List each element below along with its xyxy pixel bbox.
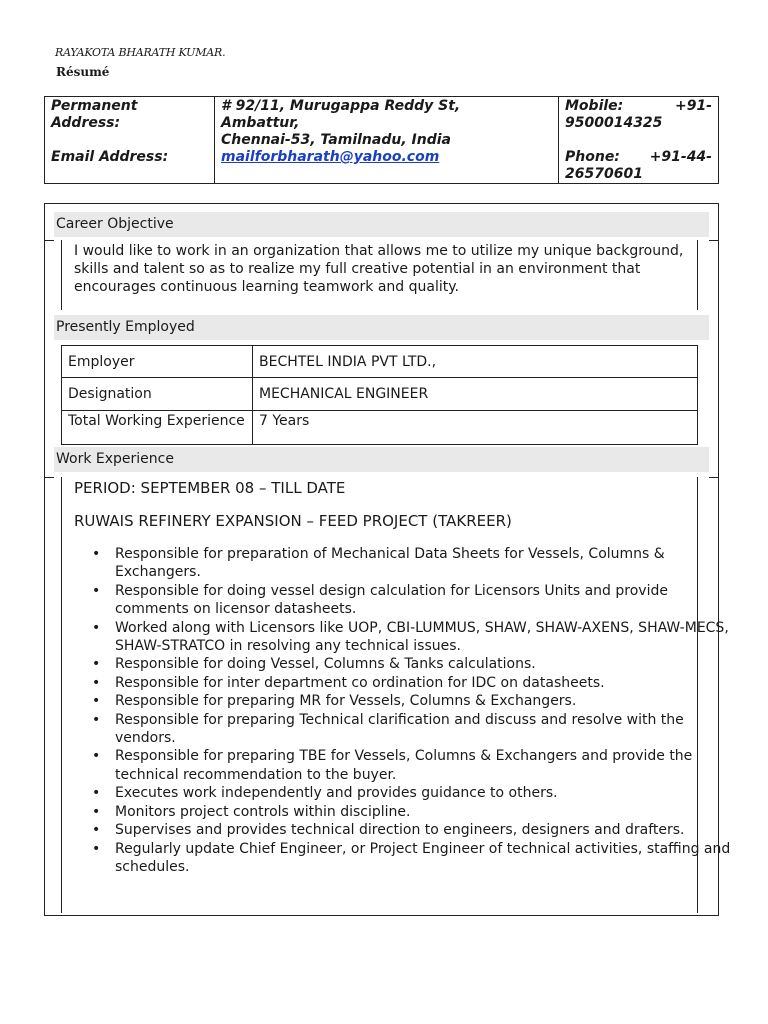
list-item: • Regularly update Chief Engineer, or Project Engineer of technical activities, staffing and schedules. <box>115 840 735 877</box>
address-line-1: # 92/11, Murugappa Reddy St, <box>221 98 461 114</box>
contact-table <box>44 96 719 184</box>
list-item: • Responsible for preparing MR for Vessels, Columns & Exchangers. <box>115 692 735 710</box>
inner-border-left <box>61 477 62 913</box>
list-item: • Supervises and provides technical direction to engineers, designers and drafters. <box>115 821 735 839</box>
list-item: • Responsible for doing Vessel, Columns & Tanks calculations. <box>115 655 735 673</box>
contact-phone-column <box>559 97 718 183</box>
frame-tick <box>45 477 54 478</box>
list-item: • Responsible for preparing Technical clarification and discuss and resolve with the vendors. <box>115 711 735 748</box>
experience-key: Total Working Experience <box>62 410 253 444</box>
designation-key: Designation <box>62 378 253 410</box>
frame-tick <box>709 477 718 478</box>
frame-tick <box>45 240 54 241</box>
email-address-label: Email Address: <box>51 149 169 165</box>
employment-table <box>61 345 698 445</box>
contact-labels-column <box>45 97 215 183</box>
list-item: • Responsible for preparing TBE for Vessels, Columns & Exchangers and provide the technical recommendation to the buyer. <box>115 747 735 784</box>
address-line-2: Ambattur, <box>221 115 300 131</box>
experience-value: 7 Years <box>253 410 698 444</box>
mobile-label: Mobile: <box>565 98 624 114</box>
mobile-number-part-1: +91- <box>674 98 712 114</box>
permanent-address-label-1: Permanent <box>51 98 138 114</box>
list-item: • Responsible for preparation of Mechanical Data Sheets for Vessels, Columns & Exchangers. <box>115 545 735 582</box>
period-line: PERIOD: SEPTEMBER 08 – TILL DATE <box>74 479 346 497</box>
table-row <box>62 346 698 378</box>
inner-border-left <box>61 240 62 310</box>
presently-employed-heading: Presently Employed <box>54 315 709 340</box>
designation-value: MECHANICAL ENGINEER <box>253 378 698 410</box>
list-item: • Responsible for inter department co ordination for IDC on datasheets. <box>115 674 735 692</box>
career-objective-heading: Career Objective <box>54 212 709 237</box>
table-row <box>62 410 698 444</box>
phone-number-part-1: +91-44- <box>649 149 712 165</box>
project-title: RUWAIS REFINERY EXPANSION – FEED PROJECT (TAKREER) <box>74 512 512 530</box>
career-objective-text: I would like to work in an organization that allows me to utilize my unique background, skills and talent so as to realize my full creative potential in an environment that encourages continuous learning teamwork and quality. <box>74 243 684 295</box>
employer-key: Employer <box>62 346 253 378</box>
list-item: • Monitors project controls within discipline. <box>115 803 735 821</box>
list-item: • Executes work independently and provides guidance to others. <box>115 784 735 802</box>
candidate-name: RAYAKOTA BHARATH KUMAR. <box>55 46 226 59</box>
phone-label: Phone: <box>565 149 620 165</box>
duties-list <box>73 545 735 876</box>
employer-value: BECHTEL INDIA PVT LTD., <box>253 346 698 378</box>
contact-values-column <box>215 97 559 183</box>
work-experience-heading: Work Experience <box>54 447 709 472</box>
inner-border-right <box>697 240 698 310</box>
list-item: • Responsible for doing vessel design calculation for Licensors Units and provide comments on licensor datasheets. <box>115 582 735 619</box>
table-row <box>62 378 698 410</box>
frame-tick <box>709 240 718 241</box>
permanent-address-label-2: Address: <box>51 115 121 131</box>
document-title: Résumé <box>56 65 110 79</box>
list-item: • Worked along with Licensors like UOP, CBI-LUMMUS, SHAW, SHAW-AXENS, SHAW-MECS, SHAW-STRATCO in resolving any technical issues. <box>115 619 735 656</box>
email-link[interactable]: mailforbharath@yahoo.com <box>221 149 440 165</box>
mobile-number-part-2: 9500014325 <box>565 115 663 131</box>
resume-body-frame <box>44 203 731 916</box>
address-line-3: Chennai-53, Tamilnadu, India <box>221 132 451 148</box>
phone-number-part-2: 26570601 <box>565 166 643 182</box>
